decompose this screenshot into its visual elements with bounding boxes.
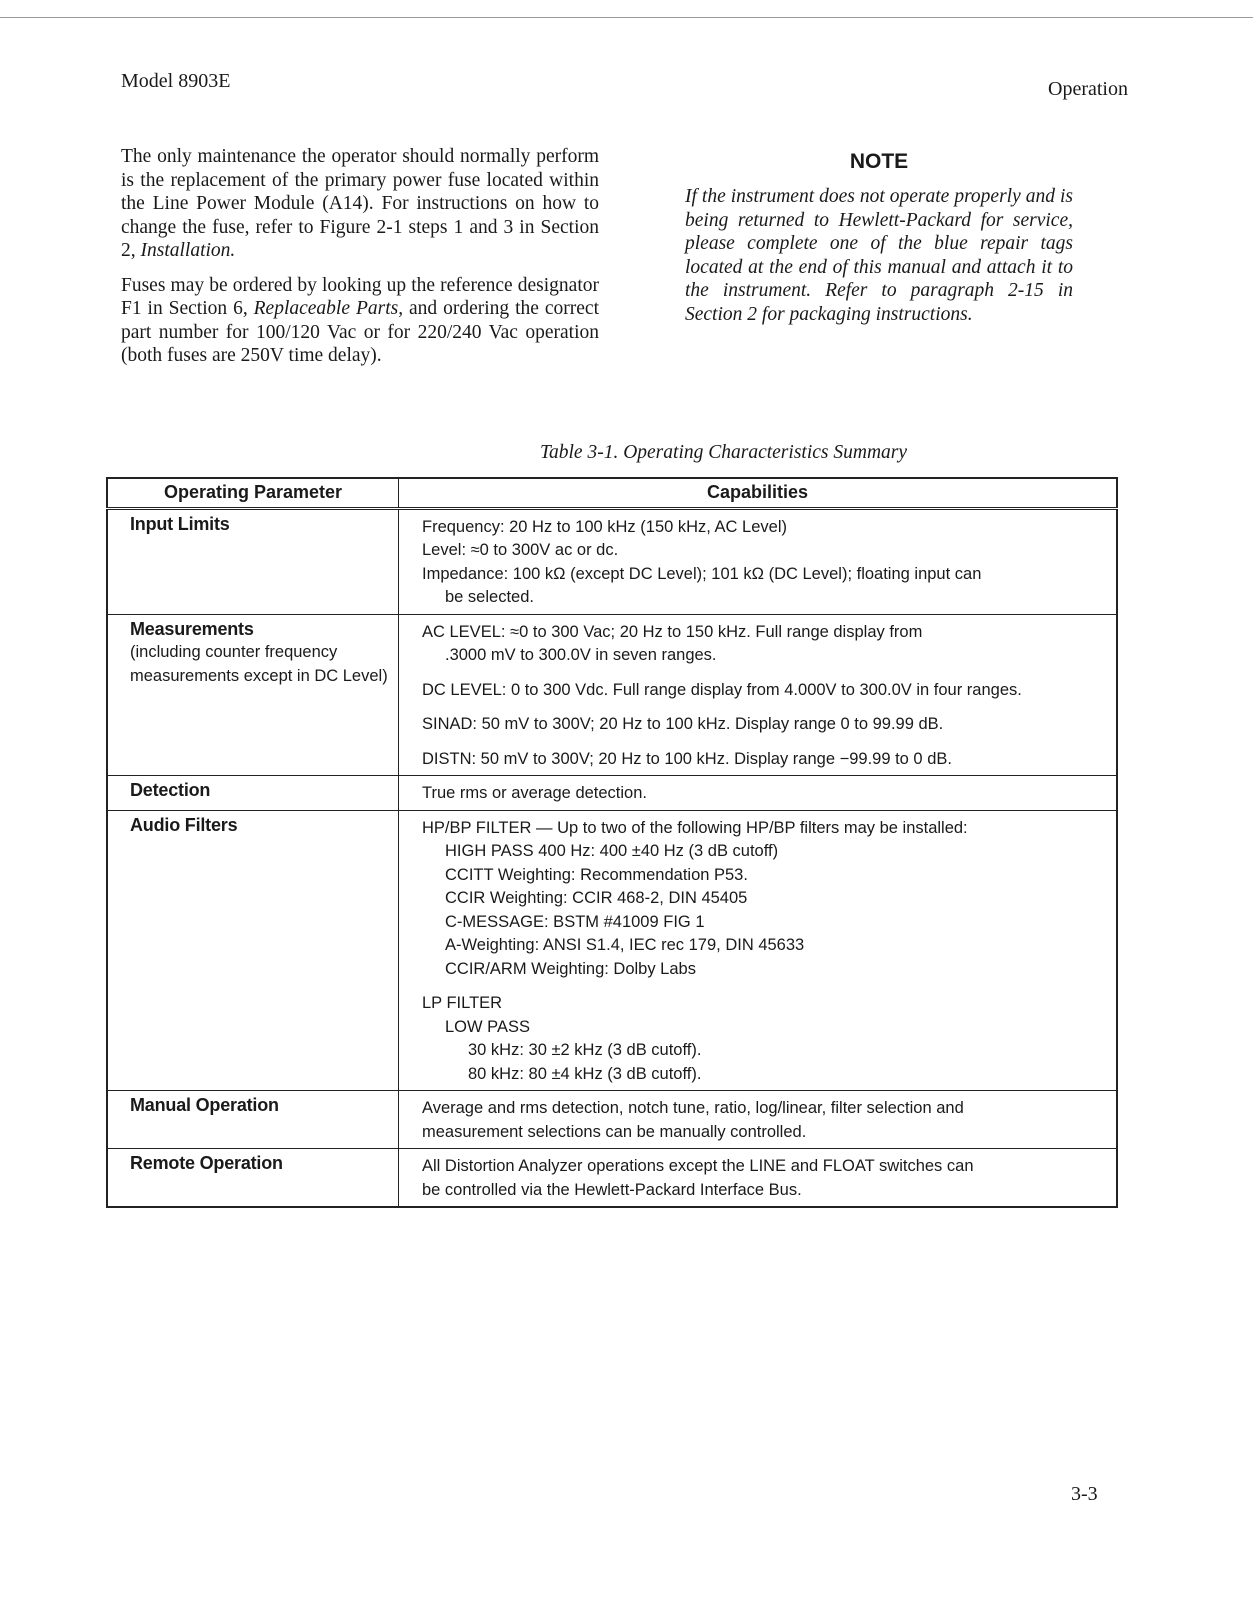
cap-line: be selected. (445, 588, 534, 606)
param-cell (107, 776, 399, 811)
cap-line: DC LEVEL: 0 to 300 Vdc. Full range display from 4.000V to 300.0V in four ranges. (422, 680, 1022, 699)
header-operating-parameter: Operating Parameter (107, 478, 399, 508)
cap-line: 80 kHz: 80 ±4 kHz (3 dB cutoff). (468, 1064, 702, 1083)
note-title: NOTE (849, 150, 909, 173)
param-note: (including counter frequency measurements except in DC Level) (130, 643, 388, 685)
note-box (685, 150, 1073, 326)
cap-line: 30 kHz: 30 ±2 kHz (3 dB cutoff). (468, 1041, 702, 1059)
param-cell (107, 1091, 399, 1149)
table-row-manual-operation (107, 1091, 1117, 1149)
cap-line: LP FILTER (422, 994, 503, 1012)
left-column (121, 145, 599, 379)
param-cell (107, 508, 399, 614)
param-name: Measurements (130, 618, 254, 639)
cap-line: Average and rms detection, notch tune, ratio, log/linear, filter selection and (422, 1099, 964, 1117)
cap-line: AC LEVEL: ≈0 to 300 Vac; 20 Hz to 150 kHz. Full range display from (422, 622, 923, 641)
capabilities-cell (399, 776, 1118, 811)
maintenance-paragraph (121, 145, 599, 263)
cap-line: be controlled via the Hewlett-Packard Interface Bus. (422, 1180, 802, 1199)
header-section: Operation (1048, 78, 1128, 100)
cap-line: CCITT Weighting: Recommendation P53. (445, 865, 748, 884)
param-name: Remote Operation (130, 1153, 283, 1173)
cap-line: HIGH PASS 400 Hz: 400 ±40 Hz (3 dB cutoff) (445, 842, 779, 860)
cap-line: DISTN: 50 mV to 300V; 20 Hz to 100 kHz. Display range −99.99 to 0 dB. (422, 749, 952, 768)
table-row-audio-filters (107, 810, 1117, 1091)
installation-ref: Installation. (140, 240, 236, 261)
header-capabilities: Capabilities (399, 478, 1118, 508)
table-row-remote-operation (107, 1149, 1117, 1208)
note-text: If the instrument does not operate properly and is being returned to Hewlett-Packard for service, please complete one of the blue repair tags located at the end of this manual and attach it to the instrument. Refer to paragraph 2-15 in Section 2 for packaging instructions. (685, 186, 1073, 325)
capabilities-cell (399, 1149, 1118, 1208)
capabilities-cell (399, 1091, 1118, 1149)
cap-line: Impedance: 100 kΩ (except DC Level); 101 kΩ (DC Level); floating input can (422, 564, 982, 583)
cap-line: C-MESSAGE: BSTM #41009 FIG 1 (445, 912, 705, 931)
capabilities-cell (399, 614, 1118, 776)
capabilities-cell (399, 508, 1118, 614)
header-model: Model 8903E (121, 70, 231, 92)
table-header-row (107, 478, 1117, 508)
table-row-detection (107, 776, 1117, 811)
cap-line: LOW PASS (445, 1017, 530, 1036)
table-caption-wrap (0, 442, 1253, 464)
cap-line: A-Weighting: ANSI S1.4, IEC rec 179, DIN 45633 (445, 936, 805, 954)
top-rule (0, 17, 1253, 18)
param-cell (107, 614, 399, 776)
cap-line: Frequency: 20 Hz to 100 kHz (150 kHz, AC Level) (422, 517, 787, 536)
cap-line: HP/BP FILTER — Up to two of the following HP/BP filters may be installed: (422, 818, 968, 837)
cap-line: CCIR Weighting: CCIR 468-2, DIN 45405 (445, 889, 748, 907)
param-name: Detection (130, 780, 211, 800)
fuses-text-b: and ordering the correct part number for 100/120 Vac or for 220/240 Vac operation (both fuses are 250V time delay). (121, 298, 599, 366)
table-row-measurements (107, 614, 1117, 776)
page-number: 3-3 (1071, 1483, 1098, 1505)
cap-line: True rms or average detection. (422, 784, 647, 802)
cap-line: CCIR/ARM Weighting: Dolby Labs (445, 959, 696, 978)
fuses-paragraph (121, 274, 599, 368)
param-name: Input Limits (130, 513, 230, 534)
operating-characteristics-table (106, 477, 1118, 1208)
cap-line: measurement selections can be manually controlled. (422, 1122, 807, 1141)
cap-line: Level: ≈0 to 300V ac or dc. (422, 541, 619, 559)
param-cell (107, 810, 399, 1091)
param-cell (107, 1149, 399, 1208)
param-name: Audio Filters (130, 814, 238, 835)
cap-line: SINAD: 50 mV to 300V; 20 Hz to 100 kHz. Display range 0 to 99.99 dB. (422, 715, 944, 733)
capabilities-cell (399, 810, 1118, 1091)
param-name: Manual Operation (130, 1095, 279, 1115)
cap-line: .3000 mV to 300.0V in seven ranges. (445, 646, 717, 664)
replaceable-parts-ref: Replaceable Parts, (253, 298, 404, 319)
maintenance-text: The only maintenance the operator should normally perform is the replacement of the primary power fuse located within the Line Power Module (A14). For instructions on how to change the fuse, refer to Figure 2-1 steps 1 and 3 in Section 2, (121, 146, 599, 261)
table-row-input-limits (107, 508, 1117, 614)
fuses-text-a: Fuses may be ordered by looking up the reference designator F1 in Section 6, (121, 274, 599, 319)
table-caption: Table 3-1. Operating Characteristics Summary (539, 442, 908, 463)
cap-line: All Distortion Analyzer operations except the LINE and FLOAT switches can (422, 1157, 974, 1175)
